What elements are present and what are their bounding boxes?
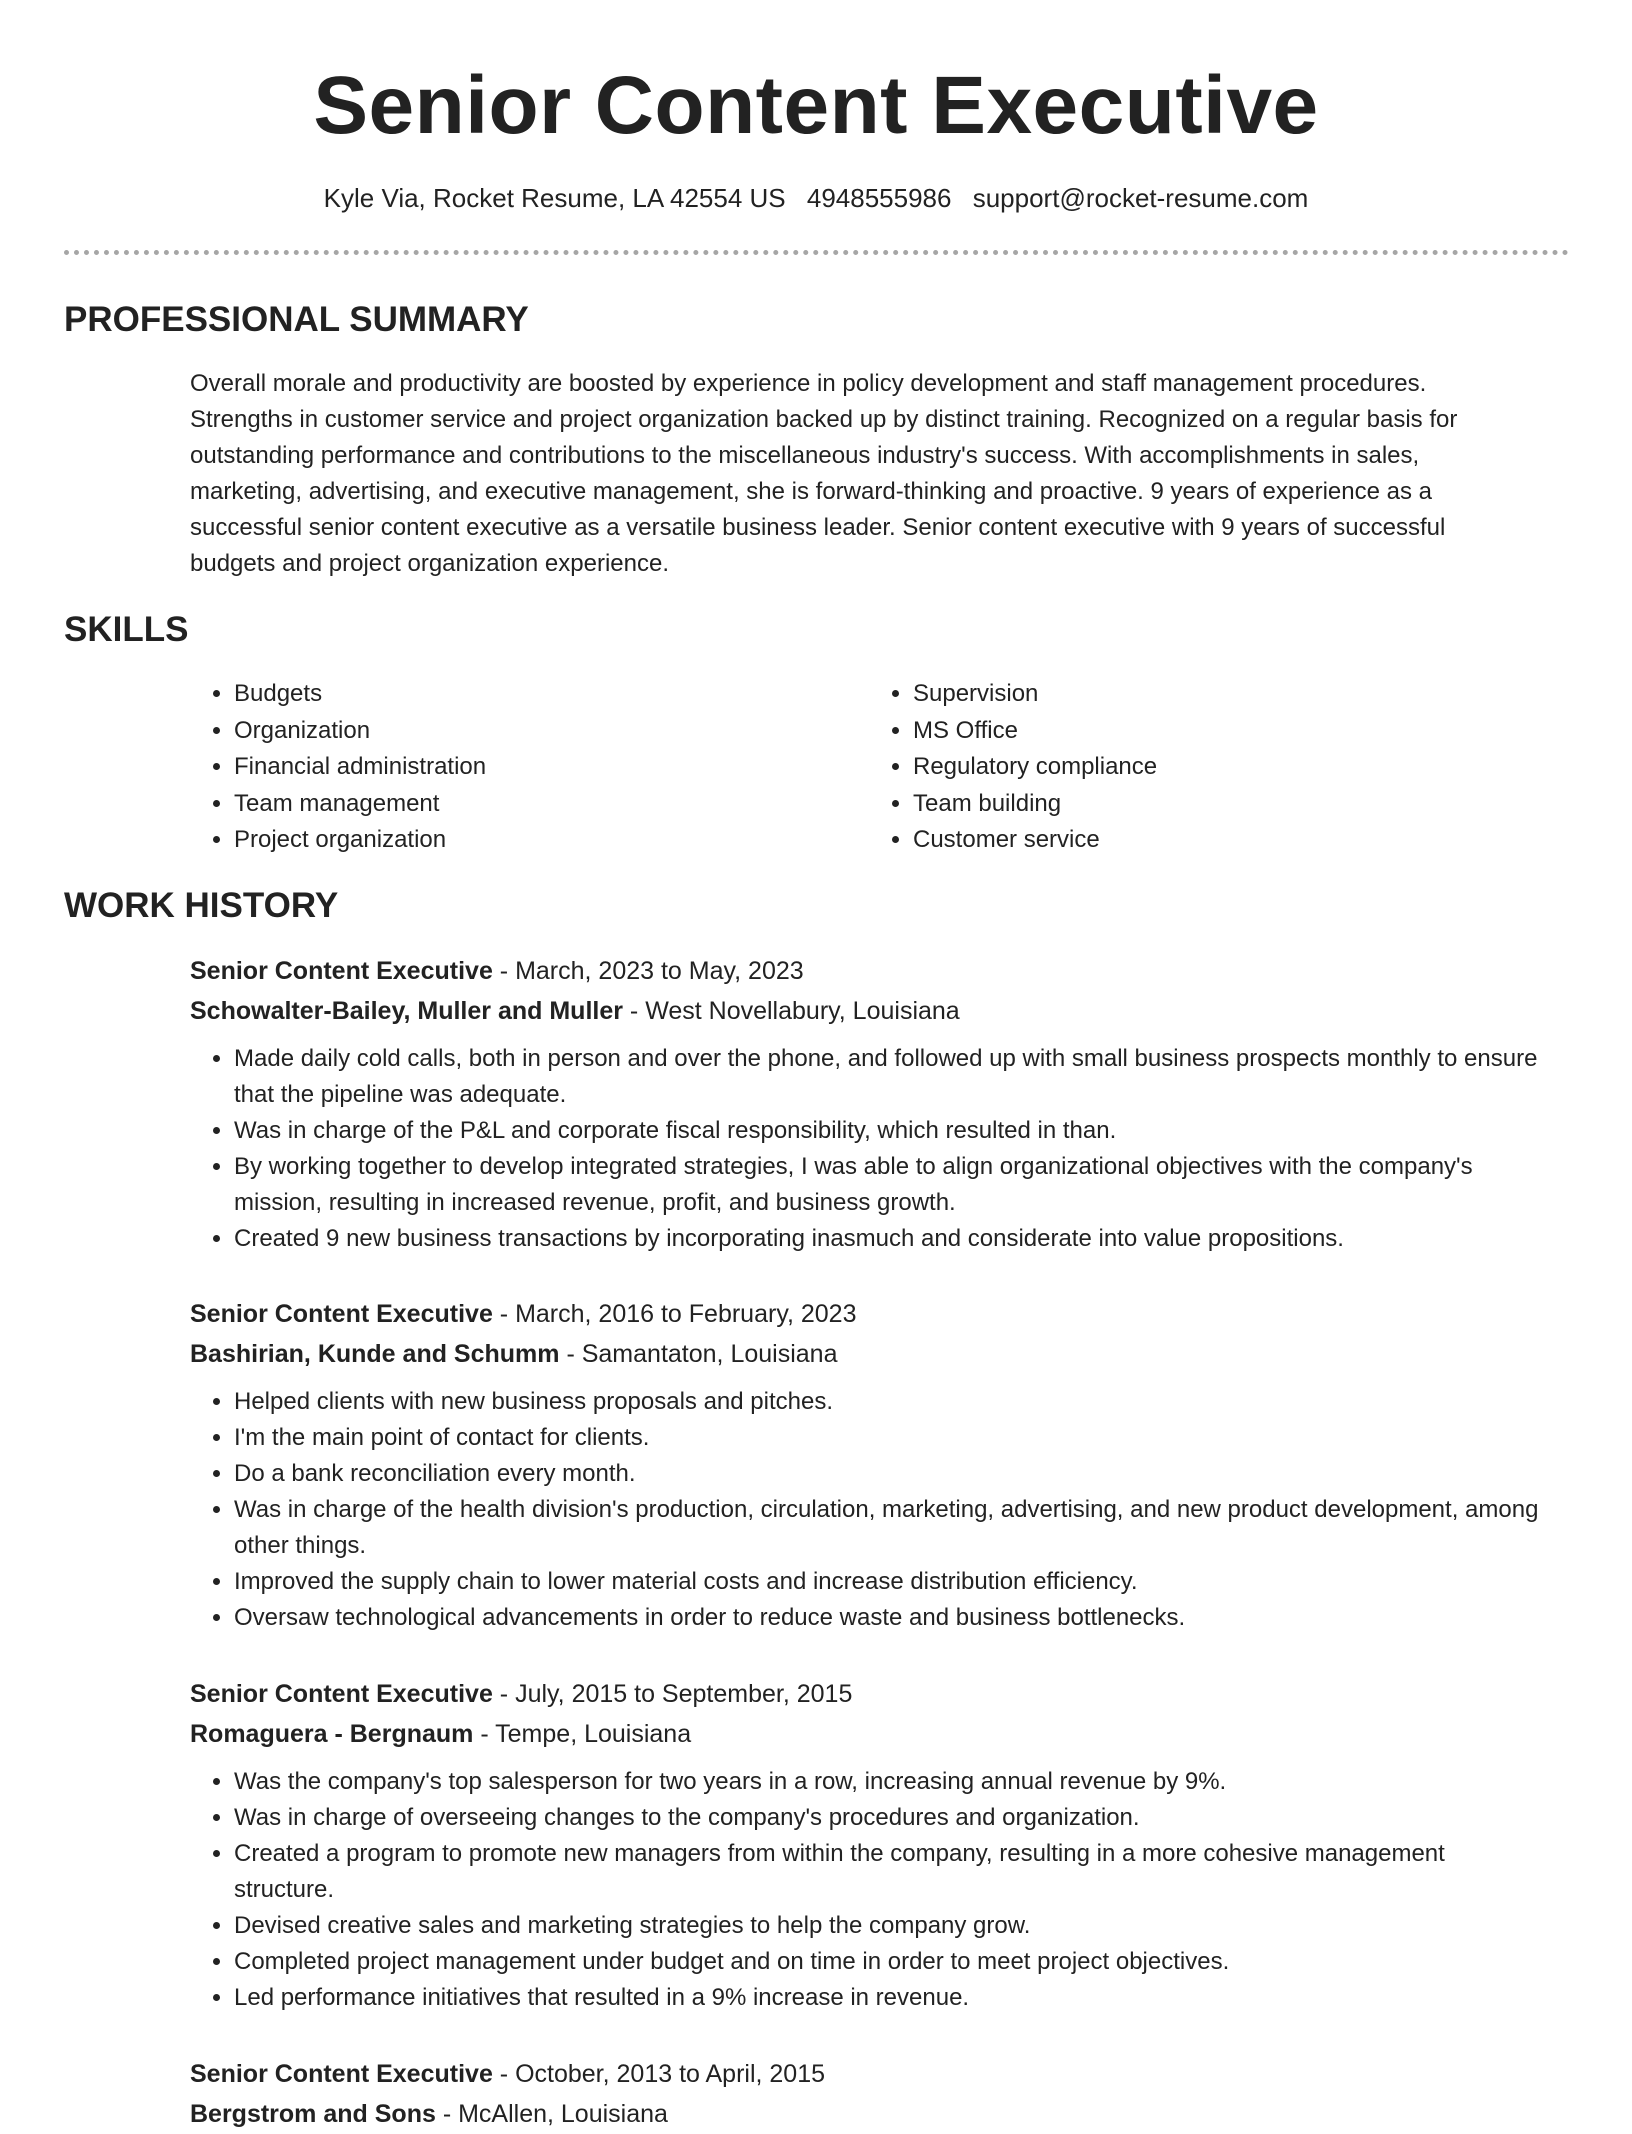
job-company: Romaguera - Bergnaum xyxy=(190,1720,474,1748)
job-bullet: • Do a bank reconciliation every month. xyxy=(234,1456,1550,1492)
job-company-line xyxy=(190,991,1550,1031)
job-title: Senior Content Executive xyxy=(190,1300,493,1328)
job-title-line xyxy=(190,1674,1550,1714)
job-bullet: • I'm the main point of contact for clients. xyxy=(234,1420,1550,1456)
job-bullet: • Improved the supply chain to lower material costs and increase distribution efficiency. xyxy=(234,1564,1550,1600)
skill-item: • Team building xyxy=(913,786,1157,823)
job-bullet: • By working together to develop integrated strategies, I was able to align organizational objectives with the company's mission, resulting in increased revenue, profit, and business growth. xyxy=(234,1149,1550,1221)
skills-list-left xyxy=(190,676,486,859)
job-bullet: • Devised creative sales and marketing strategies to help the company grow. xyxy=(234,1908,1550,1944)
job-company-line xyxy=(190,1714,1550,1754)
job-bullets xyxy=(190,1041,1550,1257)
contact-address: Kyle Via, Rocket Resume, LA 42554 US xyxy=(323,183,786,213)
job-bullets xyxy=(190,1764,1550,2016)
job-location: - West Novellabury, Louisiana xyxy=(622,997,960,1025)
contact-phone: 4948555986 xyxy=(806,183,952,213)
job-entry xyxy=(190,2054,1550,2134)
skills-list-right xyxy=(869,676,1157,859)
skill-item: • MS Office xyxy=(913,713,1157,750)
job-bullet: • Completed project management under budget and on time in order to meet project objectives. xyxy=(234,1944,1550,1980)
job-company: Schowalter-Bailey, Muller and Muller xyxy=(190,997,623,1025)
skill-item: • Project organization xyxy=(234,822,486,859)
job-title: Senior Content Executive xyxy=(190,1680,493,1708)
job-dates: - July, 2015 to September, 2015 xyxy=(492,1680,853,1708)
job-dates: - March, 2016 to February, 2023 xyxy=(492,1300,857,1328)
skills-heading: SKILLS xyxy=(64,610,189,649)
skill-item: • Organization xyxy=(234,713,486,750)
job-bullet: • Was the company's top salesperson for two years in a row, increasing annual revenue by 9%. xyxy=(234,1764,1550,1800)
contact-line xyxy=(0,180,1632,216)
job-company: Bergstrom and Sons xyxy=(190,2100,436,2128)
page-title: Senior Content Executive xyxy=(313,60,1319,151)
skill-item: • Customer service xyxy=(913,822,1157,859)
job-bullet: • Was in charge of overseeing changes to the company's procedures and organization. xyxy=(234,1800,1550,1836)
job-bullet: • Created a program to promote new managers from within the company, resulting in a more cohesive management structure. xyxy=(234,1836,1550,1908)
contact-email: support@rocket-resume.com xyxy=(972,183,1309,213)
job-dates: - October, 2013 to April, 2015 xyxy=(492,2060,826,2088)
job-entry xyxy=(190,1674,1550,2016)
summary-heading: PROFESSIONAL SUMMARY xyxy=(64,300,529,339)
job-location: - McAllen, Louisiana xyxy=(435,2100,668,2128)
job-title: Senior Content Executive xyxy=(190,957,493,985)
work-history-heading: WORK HISTORY xyxy=(64,886,339,925)
skill-item: • Supervision xyxy=(913,676,1157,713)
skill-item: • Team management xyxy=(234,786,486,823)
job-company-line xyxy=(190,1334,1550,1374)
job-dates: - March, 2023 to May, 2023 xyxy=(492,957,804,985)
job-bullet: • Was in charge of the P&L and corporate fiscal responsibility, which resulted in than. xyxy=(234,1113,1550,1149)
job-company-line xyxy=(190,2094,1550,2134)
job-bullets xyxy=(190,1384,1550,1636)
job-bullet: • Led performance initiatives that resulted in a 9% increase in revenue. xyxy=(234,1980,1550,2016)
job-entry xyxy=(190,951,1550,1257)
skill-item: • Financial administration xyxy=(234,749,486,786)
job-location: - Samantaton, Louisiana xyxy=(559,1340,838,1368)
header-divider xyxy=(64,250,1569,255)
job-title-line xyxy=(190,2054,1550,2094)
summary-text: Overall morale and productivity are boosted by experience in policy development and staff management procedures. Strengths in customer service and project organization backed up by distinct training. Recognized on a regular basis for outstanding performance and contributions to the miscellaneous industry's success. With accomplishments in sales, marketing, advertising, and executive management, she is forward-thinking and proactive. 9 years of experience as a successful senior content executive as a versatile business leader. Senior content executive with 9 years of successful budgets and project organization experience. xyxy=(190,370,1458,577)
job-bullet: • Oversaw technological advancements in order to reduce waste and business bottlenecks. xyxy=(234,1600,1550,1636)
job-entry xyxy=(190,1294,1550,1636)
skill-item: • Regulatory compliance xyxy=(913,749,1157,786)
job-title-line xyxy=(190,951,1550,991)
job-title: Senior Content Executive xyxy=(190,2060,493,2088)
job-title-line xyxy=(190,1294,1550,1334)
skill-item: • Budgets xyxy=(234,676,486,713)
job-location: - Tempe, Louisiana xyxy=(473,1720,692,1748)
job-bullet: • Helped clients with new business proposals and pitches. xyxy=(234,1384,1550,1420)
job-bullet: • Made daily cold calls, both in person and over the phone, and followed up with small business prospects monthly to ensure that the pipeline was adequate. xyxy=(234,1041,1550,1113)
job-company: Bashirian, Kunde and Schumm xyxy=(190,1340,560,1368)
job-bullet: • Created 9 new business transactions by incorporating inasmuch and considerate into value propositions. xyxy=(234,1221,1550,1257)
job-bullet: • Was in charge of the health division's production, circulation, marketing, advertising, and new product development, among other things. xyxy=(234,1492,1550,1564)
